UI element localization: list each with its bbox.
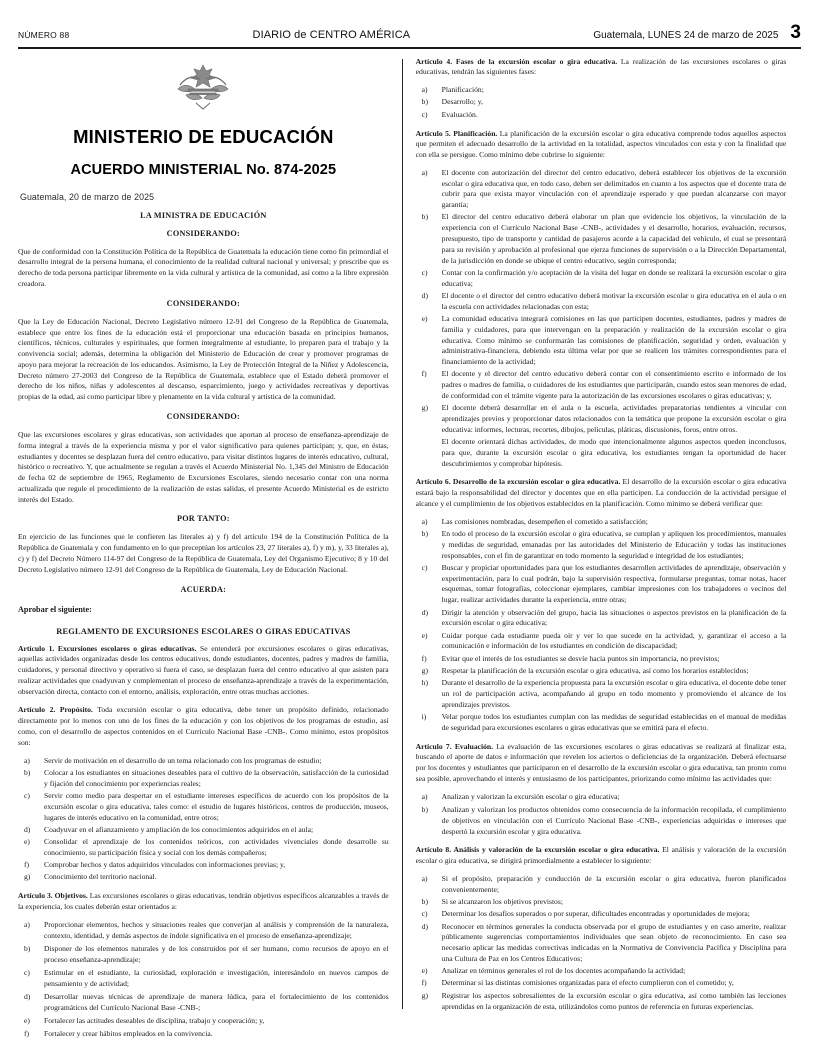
list-item <box>421 267 787 290</box>
reglamento-title: REGLAMENTO DE EXCURSIONES ESCOLARES O GIRAS EDUCATIVAS <box>56 626 351 636</box>
list-marker: h) <box>421 678 428 688</box>
articulo-7-list <box>416 792 787 838</box>
list-text: Velar porque todos los estudiantes cumplan con las medidas de seguridad establecidas en el manual de medidas de seguridad para excursiones escolares o giras educativas que se emitirá para el efecto. <box>441 712 787 732</box>
list-marker: e) <box>421 630 428 640</box>
articulo-5-heading: Artículo 5. Planificación. <box>415 128 498 138</box>
list-text: En todo el proceso de la excursión escolar o gira educativa, se cumplan y apliquen los procedimientos, manuales y medidas de seguridad, emanadas por las autoridades del Ministerio de Educación y todas las instituciones responsables, con el fin de garantizar en todo momento la seguridad e integridad de los estudiantes; <box>441 529 787 560</box>
por-tanto-label: POR TANTO: <box>176 514 230 524</box>
list-text: Comprobar hechos y datos adquiridos vinculados con informaciones previas; y, <box>44 860 286 870</box>
list-item <box>421 873 787 896</box>
list-marker: e) <box>421 966 428 976</box>
list-text: El docente y el director del centro educativo deberá contar con el consentimiento escrito e informado de los padres o madres de familia, o cuidadores de los estudiantes que participarán, cuando estos sean menores de edad, de conformidad con el trámite vigente para la autorización de las excursiones escolares o giras educativas; y, <box>441 369 787 400</box>
list-marker: e) <box>24 1016 30 1025</box>
articulo-6-text: El desarrollo de la excursión escolar o gira educativa estará bajo la responsabilidad del director y docentes que en ella participen. La conducción de la actividad persigue el alcance y el cumplimiento de los objetivos establecidos en la planificación. Como mínimo se deberá verificar que: <box>415 477 787 508</box>
list-marker: d) <box>24 824 31 834</box>
list-item <box>421 529 787 561</box>
list-text: Disponer de los elementos naturales y de los construidos por el ser humano, como recursos de apoyo en el proceso enseñanza-aprendizaje; <box>44 943 389 964</box>
list-text: Analizan y valorizan los productos obtenidos como consecuencia de la información recopilada, el cumplimiento de objetivos en vinculación con el Currículo Nacional Base -CNB-, experiencias adquiridas e intereses que despertó la excursión escolar y gira educativa. <box>441 805 787 836</box>
list-item <box>421 562 787 606</box>
list-marker: a) <box>421 85 428 95</box>
left-column <box>18 57 402 1039</box>
articulo-1 <box>18 644 389 698</box>
articulo-3-text: Las excursiones escolares o giras educativas, tendrán objetivos específicos alcanzables a través de la experiencia, los cuales deberán estar orientados a: <box>18 891 389 911</box>
considerando-paragraph-2: Que la Ley de Educación Nacional, Decreto Legislativo número 12-91 del Congreso de la República de Guatemala, establece que entre los fines de la educación está el proporcionar una educación basada en principios humanos, científicos, técnicos, culturales y espirituales, que formen integralmente al estudiante, lo preparen para el trabajo y la convivencia social; además, determina la obligación del Ministerio de Educación de crear y promover programas de apoyo para mejorar la recreación de los educandos. Asimismo, la Ley de Protección Integral de la Niñez y Adolescencia, Decreto número 27-2003 del Congreso de la República de Guatemala, establece que el Estado deberá promover el derecho de los niños, niñas y adolescentes al descanso, esparcimiento, juego y actividades recreativas y deportivas propias de la edad, así como participar libre y plenamente en la vida cultural y artística de la comunidad. <box>18 316 389 402</box>
list-marker: f) <box>421 653 427 663</box>
list-marker: a) <box>421 167 428 177</box>
list-text: Cuidar porque cada estudiante pueda oír y ver lo que sucede en la actividad, y, garantizar el acceso a la comunicación e información de los estudiantes en condición de discapacidad; <box>441 630 787 651</box>
list-text: Proporcionar elementos, hechos y situaciones reales que converjan al análisis y comprensión de la naturaleza, contexto, identidad, y demás aspectos de índole significativa en el proceso de enseñanza-aprendizaje; <box>44 919 389 940</box>
list-text: Coadyuvar en el afianzamiento y ampliación de los conocimientos adquiridos en el aula; <box>44 824 314 834</box>
list-item <box>421 290 787 313</box>
masthead <box>0 0 819 47</box>
list-marker: b) <box>421 529 428 539</box>
list-text: Respetar la planificación de la excursión escolar o gira educativa, así como los horarios establecidos; <box>441 665 749 675</box>
list-item <box>24 860 389 871</box>
list-marker: g) <box>421 990 428 1000</box>
list-text: La comunidad educativa integrará comisiones en las que participen docentes, estudiantes, padres y madres de familia y cuidadores, para que intervengan en la preparación y realización de la excursión escolar o gira educativa. Como mínimo se conformarán las comisiones de planificación, seguridad y orden, evaluación y administrativa-financiera, debiendo esta última velar por que se realicen los trámites correspondientes para el financiamiento de la actividad; <box>441 314 787 367</box>
issue-number: NÚMERO 88 <box>18 30 70 40</box>
list-item <box>24 943 389 966</box>
list-item <box>24 1029 389 1040</box>
articulo-8-text: El análisis y valoración de la excursión escolar o gira educativa, se dirigirá primordialmente a establecer lo siguiente: <box>415 845 787 866</box>
list-marker: g) <box>421 403 428 413</box>
list-text: Si se alcanzaron los objetivos previstos; <box>441 897 563 906</box>
page-number: 3 <box>790 22 801 43</box>
list-item <box>24 872 389 883</box>
list-marker: e) <box>24 837 30 847</box>
list-text: El docente o el director del centro educativo deberá motivar la excursión escolar o gira educativa en el aula o en la escuela con actividades relacionadas con esta; <box>441 290 787 311</box>
articulo-4-list <box>416 85 787 120</box>
articulo-5 <box>416 129 787 161</box>
considerando-label-2: CONSIDERANDO: <box>166 298 240 308</box>
list-text: Reconocer en términos generales la conducta observada por el grupo de estudiantes y en caso amerite, realizar públicamente sugerencias comportamientos individuales que sean objeto de reconocimiento. En caso sea necesario aplicar las medidas correctivas indicadas en la Normativa de Convivencia Pacífica y Disciplina para una Cultura de Paz en los Centros Educativos; <box>441 921 787 963</box>
list-marker: b) <box>421 212 428 222</box>
list-marker: a) <box>421 791 428 801</box>
publication-date: Guatemala, LUNES 24 de marzo de 2025 <box>593 30 779 41</box>
list-item <box>24 991 389 1014</box>
list-marker: d) <box>24 991 31 1001</box>
list-item <box>24 919 389 942</box>
list-item <box>421 516 787 528</box>
list-marker: d) <box>421 921 428 931</box>
articulo-8 <box>416 845 787 867</box>
list-text: Colocar a los estudiantes en situaciones deseables para el cultivo de la observación, satisfacción de la curiosidad y fijación del conocimiento por experiencias reales; <box>44 767 389 788</box>
list-item <box>421 805 787 837</box>
list-item <box>421 607 787 630</box>
place-and-date: Guatemala, 20 de marzo de 2025 <box>20 191 155 202</box>
list-item <box>421 897 787 908</box>
list-item <box>24 837 389 859</box>
list-text: Fortalecer las actitudes deseables de disciplina, trabajo y cooperación; y, <box>44 1016 265 1025</box>
list-marker: b) <box>24 943 31 953</box>
list-text: Contar con la confirmación y/o aceptación de la visita del lugar en donde se realizará la excursión escolar o gira educativa; <box>441 267 787 288</box>
list-item <box>421 978 787 989</box>
list-text: Estimular en el estudiante, la curiosidad, exploración e investigación, interesándolo en nuevos campos de pensamiento y de actividad; <box>44 967 389 988</box>
list-item <box>421 212 787 266</box>
list-item <box>421 167 787 211</box>
articulo-6-heading: Artículo 6. Desarrollo de la excursión escolar o gira educativa. <box>415 477 621 487</box>
list-marker: d) <box>421 607 428 617</box>
list-text: Determinar si las distintas comisiones organizadas para el efecto cumplieron con el cometido; y, <box>441 978 734 988</box>
articulo-3 <box>18 891 389 913</box>
national-emblem <box>18 59 389 120</box>
list-marker: c) <box>24 967 30 977</box>
two-column-body <box>0 49 819 1039</box>
articles-left <box>18 644 389 1040</box>
list-item <box>421 97 787 108</box>
list-marker: a) <box>24 755 30 765</box>
list-text: Analizar en términos generales el rol de los docentes acompañando la actividad; <box>441 966 686 976</box>
list-text: Servir como medio para despertar en el estudiante intereses específicos de acuerdo con los propósitos de la excursión escolar o gira educativa, tales como: el estudio de lugares históricos, centros de producción, museos, lugares de interés educativo en la comunidad, entre otros; <box>44 790 389 822</box>
list-item <box>24 767 389 790</box>
list-text: Registrar los aspectos sobresalientes de la excursión escolar o gira educativa, así como también las lecciones aprendidas en la organización de esta, utilizándolos como puntos de referencia en futuras experiencias. <box>441 990 787 1011</box>
articulo-6 <box>416 477 787 509</box>
list-item <box>24 967 389 990</box>
list-marker: c) <box>421 909 428 919</box>
list-item <box>421 369 787 401</box>
list-item <box>421 712 787 734</box>
list-text: Analizan y valorizan la excursión escolar o gira educativa; <box>441 791 620 801</box>
articulo-5-text: La planificación de la excursión escolar o gira educativa comprende todos aquellos aspectos que permiten el adecuado desarrollo de la actividad en la totalidad, aspectos vinculados con esta y con la finalidad que con ella se persigue. Como mínimo debe cubrirse lo siguiente: <box>415 128 787 160</box>
list-marker: d) <box>421 290 428 300</box>
considerando-paragraph-3: Que las excursiones escolares y giras educativas, son actividades que aportan al proceso de enseñanza-aprendizaje de forma integral a través de la experiencia misma y por el valor significativo para quienes participan; y, que, en éstas, estudiantes y docentes se desplazan fuera del centro educativo, para visitar distintos lugares de interés educativo, cultural, histórico o recreativo. Y, que actualmente se regulan a través el Acuerdo Ministerial No. 1,345 del Ministro de Educación de fecha 02 de septiembre de 1965, Reglamento de Excursiones Escolares, siendo necesario contar con una norma actualizada que regule el procedimiento de la realización de estas salidas, el presente Acuerdo Ministerial es de estricto interés del Estado. <box>18 429 389 504</box>
articulo-2-heading: Artículo 2. Propósito. <box>18 705 93 715</box>
articulo-6-list <box>416 517 787 734</box>
list-item <box>24 824 389 836</box>
gazette-title: DIARIO de CENTRO AMÉRICA <box>252 29 411 41</box>
list-text: Durante el desarrollo de la experiencia propuesta para la excursión escolar o gira educativa, el docente debe tener un rol de participación activa, acompañando al grupo en todo momento y promoviendo el alcance de los aprendizajes previstos. <box>441 678 787 709</box>
list-marker: f) <box>421 369 427 379</box>
list-item <box>421 403 787 469</box>
right-column <box>403 57 787 1009</box>
list-text: Planificación; <box>441 85 484 95</box>
list-item <box>421 653 787 665</box>
list-item <box>421 85 787 96</box>
articulo-4-text: La realización de las excursiones escolares o giras educativas, tendrán las siguientes fases: <box>415 56 787 77</box>
list-item <box>421 791 787 803</box>
list-item <box>421 966 787 977</box>
articulo-7-heading: Artículo 7. Evaluación. <box>415 741 494 751</box>
list-marker: c) <box>421 267 428 277</box>
articulo-1-heading: Artículo 1. Excursiones escolares o giras educativas. <box>18 643 197 653</box>
ministry-title: MINISTERIO DE EDUCACIÓN <box>73 125 334 147</box>
articulo-7-text: La evaluación de las excursiones escolares o giras educativas se realizará al finalizar esta, buscando el aporte de datos e información que revelen los aciertos o deficiencias de la organización. Deberá efectuarse por los docentes y estudiantes que participaron en el desarrollo de la excursión escolar o gira educativa, tan pronto como sea posible, aprovechando el interés y entusiasmo de los participantes, priorizando como mínimo las actividades que: <box>415 741 787 783</box>
list-text: El docente con autorización del director del centro educativo, deberá establecer los objetivos de la excursión escolar o gira educativa que, en todo caso, deben ser delimitados en cuanto a los aspectos que el docente trata de cubrir para que exista mayor vinculación con el aprendizaje esperado y que puedan alcanzarse con mayor garantía; <box>441 167 787 210</box>
acuerdo-title: ACUERDO MINISTERIAL No. 874-2025 <box>70 161 337 178</box>
list-text: Desarrollar nuevas técnicas de aprendizaje de manera lúdica, para el fortalecimiento de los contenidos programáticos del Currículo Nacional Base -CNB-; <box>44 991 389 1012</box>
articulo-2-list <box>18 756 389 884</box>
list-text: El docente deberá desarrollar en el aula o la escuela, actividades preparatorias tendientes a vincular con aprendizajes previos y proporcionar datos relacionados con la temática que propone la excursión escolar o gira educativa: informes, lecturas, recortes, dibujos, películas, pláticas, discusiones, foros, entre otros. <box>441 403 787 434</box>
considerando-paragraph-1: Que de conformidad con la Constitución Política de la República de Guatemala la educación tiene como fin primordial el desarrollo integral de la persona humana, el conocimiento de la realidad cultural nacional y universal; y prescribe que es derecho de toda persona participar libremente en la vida cultural y artística de la comunidad, así como a la libre expresión creadora. <box>18 246 389 288</box>
list-item <box>421 665 787 677</box>
list-marker: b) <box>421 97 428 107</box>
list-text: Determinar los desafíos superados o por superar, dificultades encontradas y oportunidades de mejora; <box>441 909 750 919</box>
articulo-5-list <box>416 168 787 470</box>
list-marker: a) <box>421 516 428 526</box>
list-marker: i) <box>421 712 427 722</box>
list-marker: g) <box>24 872 31 882</box>
list-marker: f) <box>24 1029 30 1039</box>
list-item <box>24 790 389 823</box>
list-item <box>421 630 787 653</box>
list-item <box>421 678 787 710</box>
list-text: Evaluación. <box>441 109 478 119</box>
list-text-continuation: El docente orientará dichas actividades, de modo que intencionalmente algunos aspectos queden inconclusos, para que, durante la excursión escolar o gira educativa, los estudiantes tengan la oportunidad de hacer descubrimientos y comprobar hipótesis. <box>441 437 787 468</box>
articulo-4-heading: Artículo 4. Fases de la excursión escolar o gira educativa. <box>415 56 618 66</box>
list-text: Consolidar el aprendizaje de los contenidos teóricos, con actividades vivenciales donde desarrolle su conocimiento, su participación física y social con los demás compañeros; <box>44 837 389 857</box>
list-marker: f) <box>421 978 427 988</box>
articulo-2 <box>18 705 389 748</box>
masthead-right <box>593 22 801 44</box>
list-marker: e) <box>421 314 428 323</box>
signer-title: LA MINISTRA DE EDUCACIÓN <box>140 210 267 220</box>
list-item <box>421 921 787 965</box>
acuerda-label: ACUERDA: <box>180 584 227 594</box>
articulo-3-list <box>18 920 389 1040</box>
list-marker: b) <box>421 805 428 815</box>
list-item <box>421 990 787 1013</box>
aprobar-label: Aprobar el siguiente: <box>18 604 92 614</box>
list-text: Evitar que el interés de los estudiantes se desvíe hacia puntos sin importancia, no previstos; <box>441 653 720 663</box>
list-marker: g) <box>421 665 428 675</box>
articulo-7 <box>416 742 787 785</box>
list-marker: c) <box>421 109 428 119</box>
list-text: Buscar y propiciar oportunidades para que los estudiantes desarrollen actividades de aprendizaje, observación y experimentación, para lo cual podrán, bajo la supervisión respectiva, formularse preguntas, tomar notas, hacer esquemas, tomar fotografías, coleccionar ejemplares, cambiar impresiones con los trabajadores o vecinos del lugar, realizar actividades durante la experiencia, entre otras; <box>441 562 787 605</box>
list-text: Dirigir la atención y observación del grupo, hacia las situaciones o aspectos previstos en la planificación de la excursión escolar o gira educativa; <box>441 607 787 628</box>
list-text: Fortalecer y crear hábitos empleados en la convivencia. <box>44 1029 213 1039</box>
list-marker: c) <box>421 562 428 572</box>
list-text: Si el propósito, preparación y conducción de la excursión escolar o gira educativa, fueron planificados convenientemente; <box>441 873 787 894</box>
list-text: Conocimiento del territorio nacional. <box>44 872 157 882</box>
considerando-label-1: CONSIDERANDO: <box>166 228 240 238</box>
list-text: Las comisiones nombradas, desempeñen el cometido a satisfacción; <box>441 516 648 526</box>
articulo-8-list <box>416 874 787 1012</box>
list-marker: b) <box>421 897 428 906</box>
articulo-1-text: Se entenderá por excursiones escolares o giras educativas, aquellas actividades organizadas desde los centros educativos, donde estudiantes, docentes, padres y madres de familia, cuidadores, y personal directivo y operativo si fuera el caso, se desplazan fuera del centro educativo al que asisten para realizar actividades que coadyuvan y complementan el proceso de enseñanza-aprendizaje a través de la experimentación, observación directa, contacto con el entorno, análisis, exploración, entre otras muchas acciones. <box>18 643 389 696</box>
articulo-8-heading: Artículo 8. Análisis y valoración de la excursión escolar o gira educativa. <box>415 845 660 855</box>
considerando-label-3: CONSIDERANDO: <box>166 411 240 421</box>
list-item <box>421 909 787 920</box>
list-marker: c) <box>24 790 30 800</box>
por-tanto-paragraph: En ejercicio de las funciones que le confieren las literales a) y f) del artículo 194 de la Constitución Política de la República de Guatemala y con fundamento en lo que preceptúan los artículos 23, 27 literales a), f) y m), y, 33 literales a), c) y f) del Decreto Número 114-97 del Congreso de la República de Guatemala, Ley del Organismo Ejecutivo; 8 y 10 del Decreto Legislativo número 12-91 del Congreso de la República de Guatemala, Ley de Educación Nacional. <box>18 532 389 574</box>
list-text: Desarrollo; y, <box>441 97 483 107</box>
list-marker: a) <box>421 873 428 883</box>
articulo-3-heading: Artículo 3. Objetivos. <box>18 891 88 901</box>
list-item <box>24 755 389 767</box>
list-text: El director del centro educativo deberá elaborar un plan que evidencie los objetivos, la vinculación de la experiencia con el Currículo Nacional Base -CNB-, actividades y el desarrollo, horarios, evaluación, recursos, presupuesto, tipo de transporte y cantidad de pasajeros acorde a la capacidad del vehículo, el cual se presentará para su revisión y aprobación al profesional que ejerza funciones de supervisión o a la Dirección Departamental, de la jurisdicción en donde se ubique el centro educativo, según corresponda; <box>441 212 787 265</box>
articulo-4 <box>416 57 787 79</box>
list-item <box>421 109 787 121</box>
list-item <box>421 314 787 368</box>
list-marker: b) <box>24 767 31 777</box>
list-text: Servir de motivación en el desarrollo de un tema relacionado con los programas de estudio; <box>44 755 322 765</box>
articulo-2-text: Toda excursión escolar o gira educativa, debe tener un propósito definido, relacionado directamente por lo menos con uno de los fines de la educación y con los objetivos de los programas de estudio, así como, con el desarrollo de aspectos contenidos en el Currículo Nacional Base -CNB-. Como mínimo, estos propósitos son: <box>18 705 389 747</box>
list-marker: a) <box>24 919 30 929</box>
list-item <box>24 1016 389 1027</box>
list-marker: f) <box>24 860 30 870</box>
